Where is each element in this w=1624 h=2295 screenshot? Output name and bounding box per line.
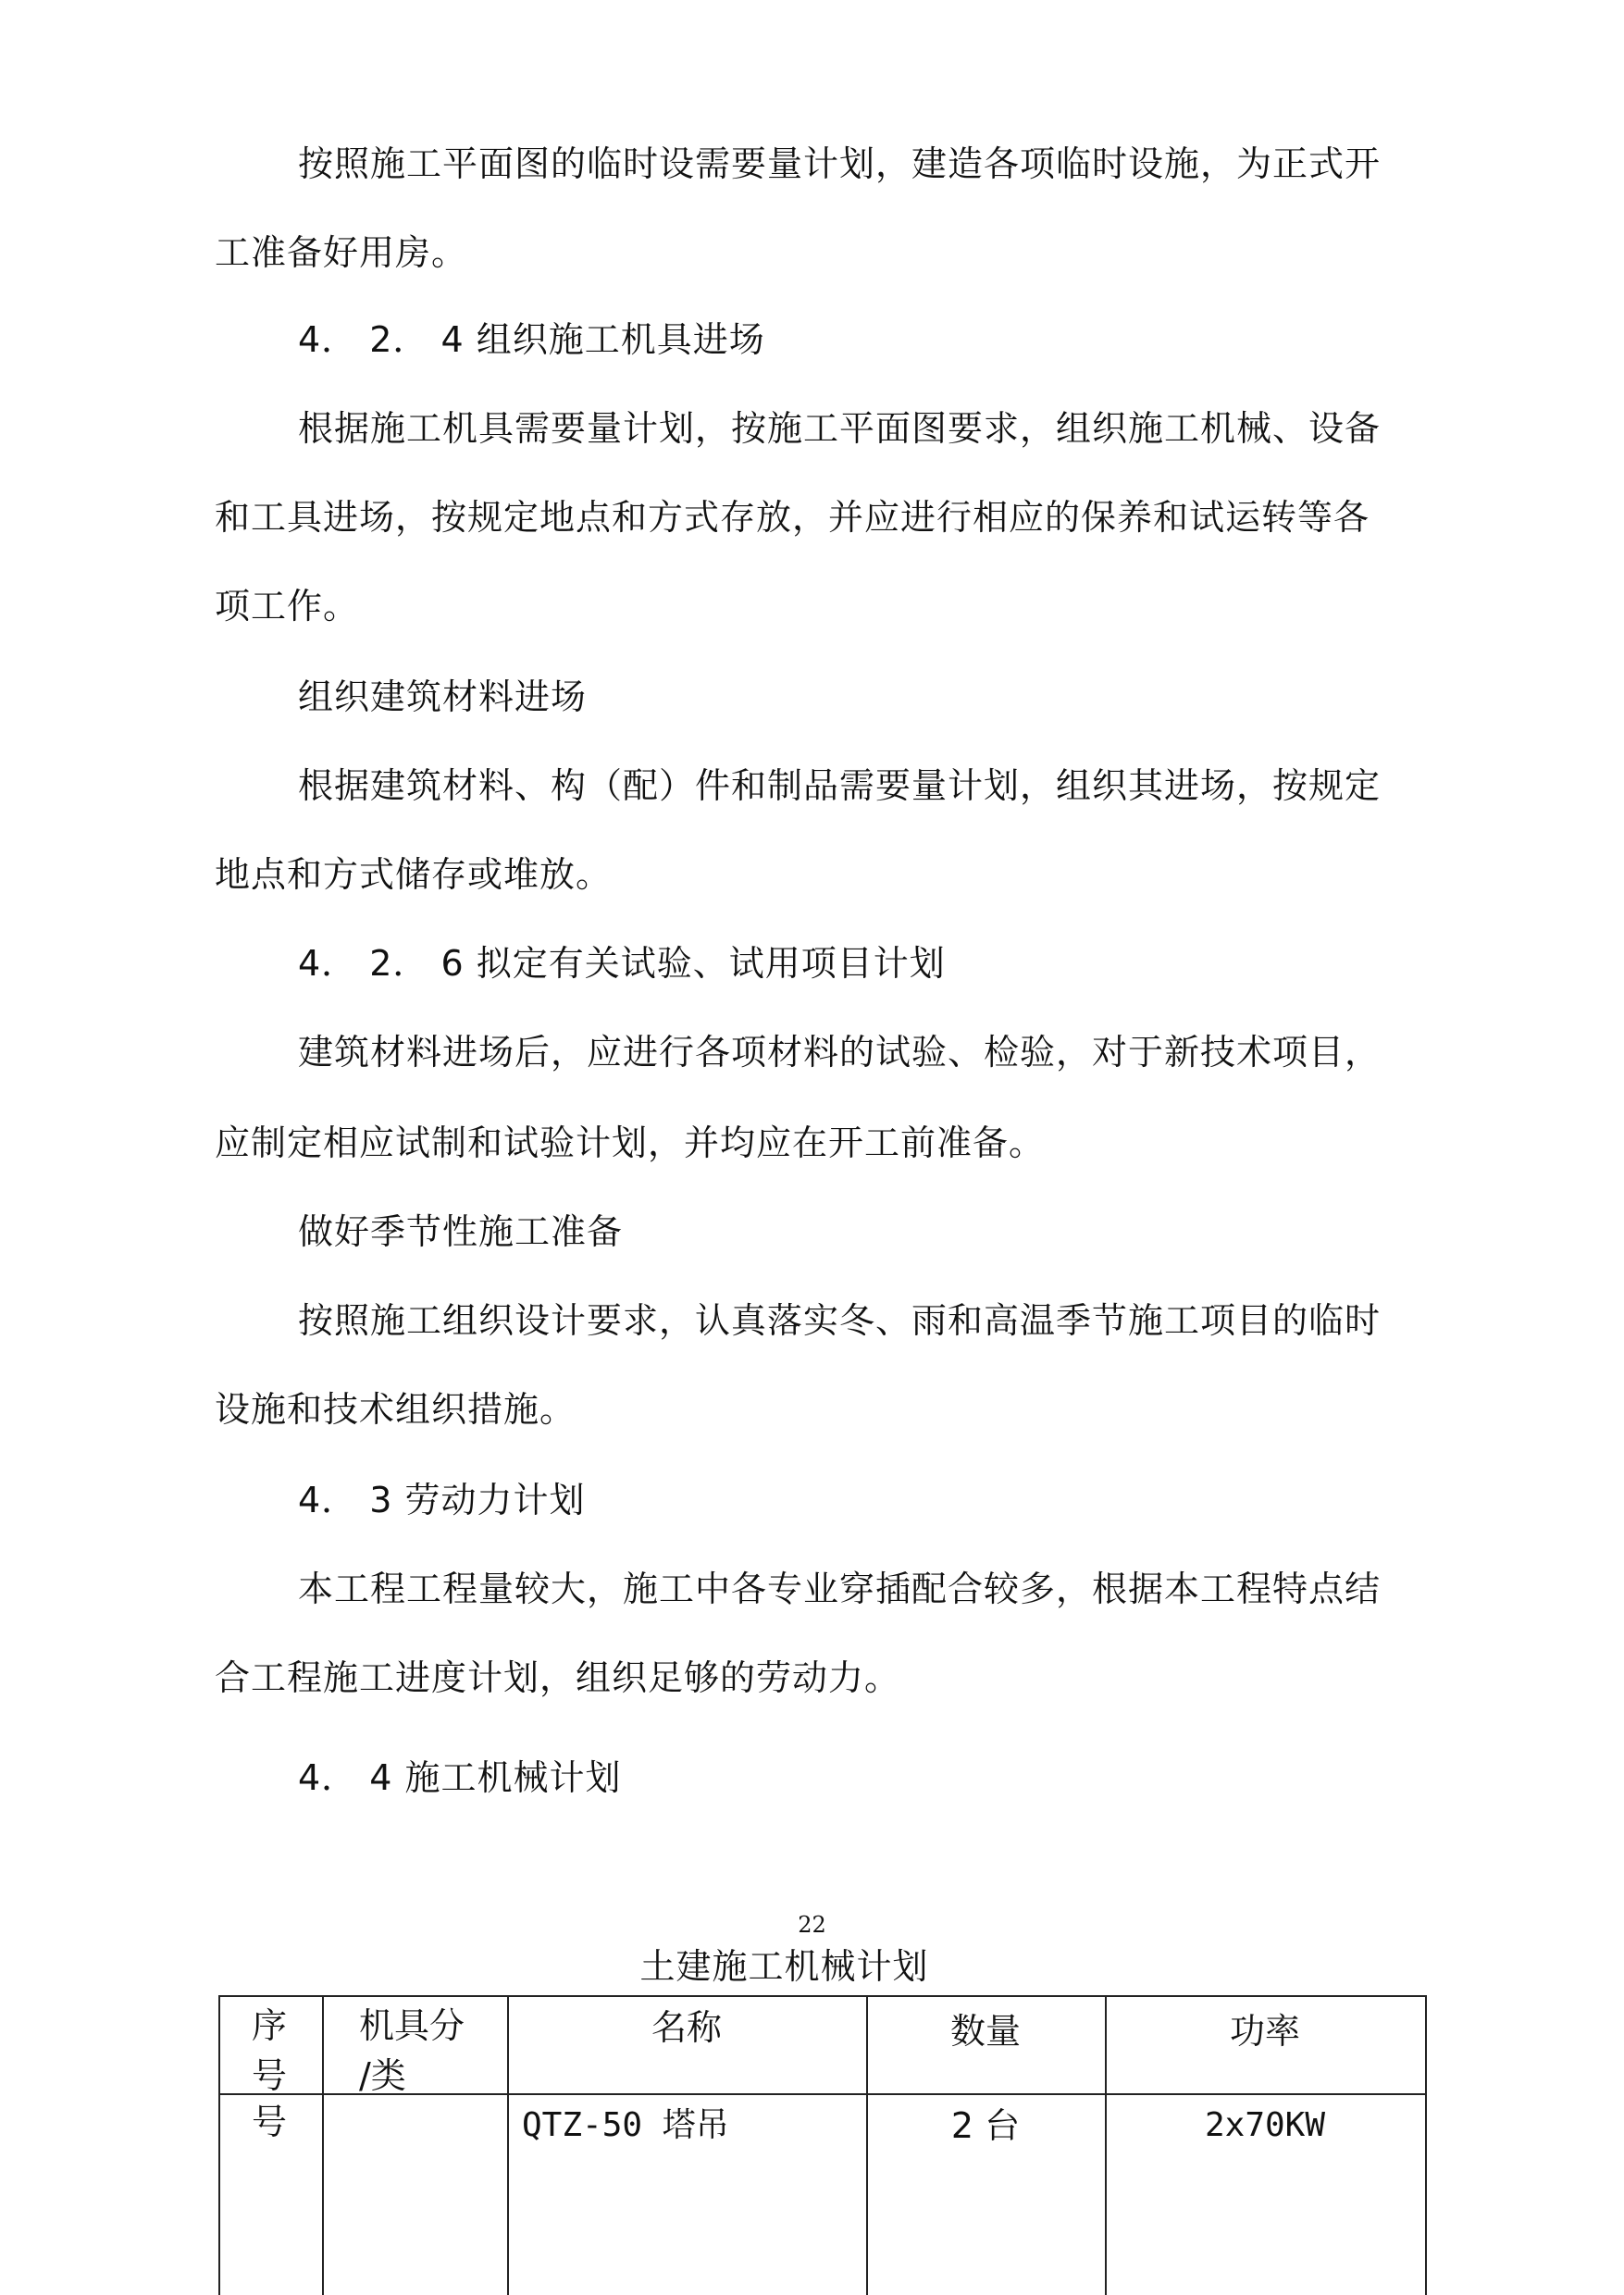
section-heading: 组织建筑材料进场 — [298, 676, 588, 717]
header-name: 名称 — [651, 2007, 722, 2048]
table-border-top — [218, 1995, 1427, 1997]
header-category-continued: /类 — [359, 2055, 406, 2091]
column-divider — [322, 1995, 324, 2295]
paragraph-line: 根据建筑材料、构（配）件和制品需要量计划，组织其进场，按规定 — [298, 765, 1382, 806]
machinery-table — [218, 1995, 1427, 2295]
section-heading: 4． 3 劳动力计划 — [298, 1480, 586, 1520]
paragraph-line: 本工程工程量较大，施工中各专业穿插配合较多，根据本工程特点结 — [298, 1569, 1382, 1609]
table-header-divider — [218, 2093, 1427, 2095]
table-title: 土建施工机械计划 — [639, 1946, 929, 1987]
header-seq-continued: 号 — [252, 2055, 288, 2091]
paragraph-line: 按照施工组织设计要求，认真落实冬、雨和高温季节施工项目的临时 — [298, 1300, 1382, 1341]
paragraph-line: 项工作。 — [215, 586, 360, 626]
row-seq: 号 — [252, 2102, 288, 2142]
header-seq: 序 — [252, 2005, 288, 2046]
header-power: 功率 — [1229, 2011, 1300, 2052]
header-quantity: 数量 — [949, 2011, 1021, 2052]
paragraph-line: 地点和方式储存或堆放。 — [215, 854, 613, 895]
section-heading: 4． 2． 6 拟定有关试验、试用项目计划 — [298, 943, 946, 984]
paragraph-line: 建筑材料进场后，应进行各项材料的试验、检验，对于新技术项目， — [298, 1032, 1382, 1073]
table-border-right — [1425, 1995, 1427, 2295]
header-category: 机具分 — [359, 2005, 465, 2046]
paragraph-line: 合工程施工进度计划，组织足够的劳动力。 — [215, 1657, 901, 1698]
row-quantity: 2 台 — [950, 2105, 1021, 2146]
row-power: 2x70KW — [1204, 2106, 1326, 2144]
paragraph-line: 设施和技术组织措施。 — [215, 1389, 576, 1430]
row-name: QTZ-50 塔吊 — [522, 2106, 729, 2144]
paragraph-line: 工准备好用房。 — [215, 232, 468, 273]
table-border-left — [218, 1995, 220, 2295]
section-heading: 4． 4 施工机械计划 — [298, 1757, 622, 1798]
page-number: 22 — [798, 1912, 826, 1938]
paragraph-line: 按照施工平面图的临时设需要量计划，建造各项临时设施，为正式开 — [298, 143, 1382, 184]
paragraph-line: 根据施工机具需要量计划，按施工平面图要求，组织施工机械、设备 — [298, 408, 1382, 449]
section-heading: 做好季节性施工准备 — [298, 1211, 624, 1252]
paragraph-line: 和工具进场，按规定地点和方式存放，并应进行相应的保养和试运转等各 — [215, 497, 1370, 538]
paragraph-line: 应制定相应试制和试验计划，并均应在开工前准备。 — [215, 1123, 1046, 1163]
section-heading: 4． 2． 4 组织施工机具进场 — [298, 319, 765, 360]
